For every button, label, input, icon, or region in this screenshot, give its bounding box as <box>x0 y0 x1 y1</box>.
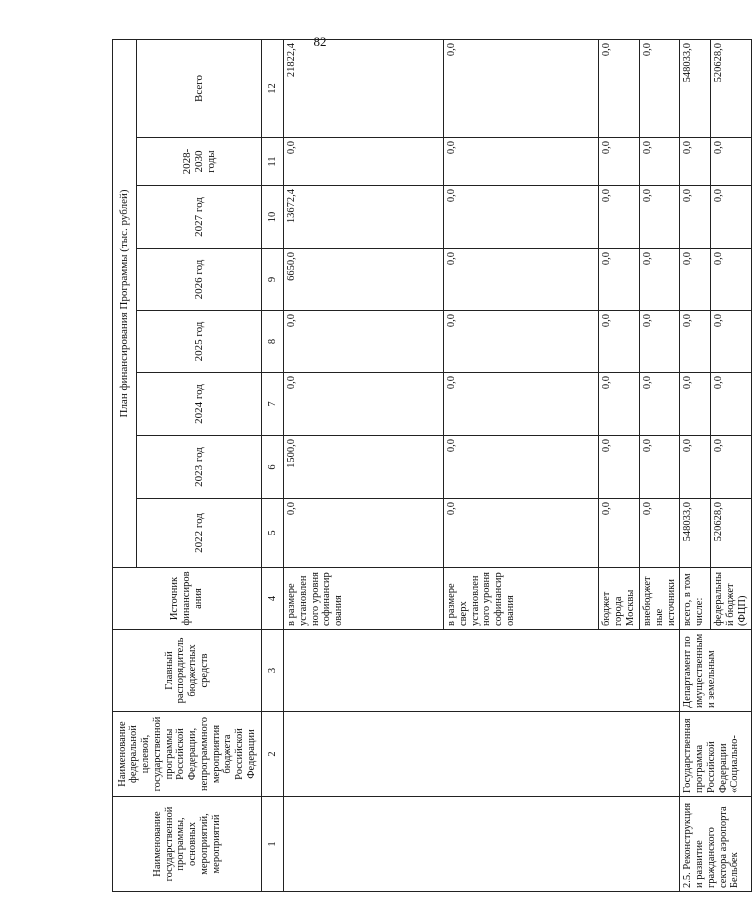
value-cell: 0,0 <box>711 138 751 186</box>
value-cell: 0,0 <box>680 373 711 436</box>
column-number: 5 <box>262 499 284 568</box>
value-cell: 0,0 <box>444 249 599 311</box>
value-cell: 0,0 <box>284 499 444 568</box>
value-cell: 0,0 <box>444 499 599 568</box>
header-col2: Наименование федеральной целевой, государственной программы Российской Федерации, непрограммного мероприятия бюджета Российской Федерации <box>113 712 262 797</box>
section-department: Департамент по имущественным и земельным <box>680 630 751 712</box>
value-cell: 0,0 <box>640 436 680 499</box>
value-cell: 0,0 <box>640 311 680 373</box>
value-cell: 0,0 <box>711 373 751 436</box>
column-number: 9 <box>262 249 284 311</box>
column-number: 12 <box>262 39 284 137</box>
value-cell: 0,0 <box>711 249 751 311</box>
value-cell: 520628,0 <box>711 39 751 137</box>
rotated-table-container <box>112 40 748 892</box>
funding-source: в размере установленного уровня софинансирования <box>284 568 444 630</box>
column-number: 1 <box>262 797 284 892</box>
column-number: 4 <box>262 568 284 630</box>
value-cell: 0,0 <box>444 186 599 249</box>
section-program: Государственная программа Российской Федерации «Социально- <box>680 712 751 797</box>
funding-source: бюджет города Москвы <box>599 568 640 630</box>
value-cell: 548033,0 <box>680 39 711 137</box>
value-cell: 0,0 <box>640 249 680 311</box>
value-cell: 0,0 <box>444 39 599 137</box>
column-number: 11 <box>262 138 284 186</box>
value-cell: 0,0 <box>711 186 751 249</box>
value-cell: 0,0 <box>599 311 640 373</box>
value-cell: 0,0 <box>599 249 640 311</box>
value-cell: 0,0 <box>599 373 640 436</box>
header-year: 2022 год <box>137 499 262 568</box>
value-cell: 6650,0 <box>284 249 444 311</box>
header-col3: Главный распорядитель бюджетных средств <box>113 630 262 712</box>
header-year: 2026 год <box>137 249 262 311</box>
header-year: 2025 год <box>137 311 262 373</box>
column-number: 3 <box>262 630 284 712</box>
header-col4: Источник финансирования <box>113 568 262 630</box>
value-cell: 0,0 <box>444 436 599 499</box>
empty-cell <box>284 712 680 797</box>
value-cell: 0,0 <box>284 311 444 373</box>
value-cell: 13672,4 <box>284 186 444 249</box>
funding-source: в размере сверх установленного уровня софинансирования <box>444 568 599 630</box>
value-cell: 0,0 <box>444 373 599 436</box>
value-cell: 0,0 <box>640 373 680 436</box>
header-year: 2023 год <box>137 436 262 499</box>
value-cell: 0,0 <box>444 311 599 373</box>
value-cell: 21822,4 <box>284 39 444 137</box>
value-cell: 0,0 <box>599 138 640 186</box>
value-cell: 0,0 <box>680 311 711 373</box>
header-year: 2027 год <box>137 186 262 249</box>
value-cell: 0,0 <box>640 499 680 568</box>
funding-source: федеральный бюджет (ФЦП) <box>711 568 751 630</box>
value-cell: 0,0 <box>680 138 711 186</box>
value-cell: 0,0 <box>599 39 640 137</box>
value-cell: 0,0 <box>599 499 640 568</box>
value-cell: 0,0 <box>640 186 680 249</box>
page-number: 82 <box>313 34 327 49</box>
value-cell: 0,0 <box>640 39 680 137</box>
empty-cell <box>284 797 680 892</box>
value-cell: 0,0 <box>284 373 444 436</box>
value-cell: 0,0 <box>680 249 711 311</box>
value-cell: 0,0 <box>599 186 640 249</box>
column-number: 10 <box>262 186 284 249</box>
value-cell: 0,0 <box>599 436 640 499</box>
column-number: 7 <box>262 373 284 436</box>
value-cell: 0,0 <box>680 186 711 249</box>
header-year: 2024 год <box>137 373 262 436</box>
value-cell: 548033,0 <box>680 499 711 568</box>
financing-table <box>112 39 752 892</box>
funding-source: внебюджетные источники <box>640 568 680 630</box>
value-cell: 1500,0 <box>284 436 444 499</box>
value-cell: 0,0 <box>284 138 444 186</box>
value-cell: 0,0 <box>711 436 751 499</box>
column-number: 6 <box>262 436 284 499</box>
column-number: 8 <box>262 311 284 373</box>
value-cell: 0,0 <box>711 311 751 373</box>
header-col1: Наименование государственной программы, основных мероприятий, мероприятий <box>113 797 262 892</box>
column-number: 2 <box>262 712 284 797</box>
value-cell: 520628,0 <box>711 499 751 568</box>
header-year: Всего <box>137 39 262 137</box>
value-cell: 0,0 <box>640 138 680 186</box>
empty-cell <box>284 630 680 712</box>
value-cell: 0,0 <box>444 138 599 186</box>
header-plan: План финансирования Программы (тыс. рублей) <box>113 39 137 567</box>
funding-source: всего, в том числе: <box>680 568 711 630</box>
header-year: 2028-2030 годы <box>137 138 262 186</box>
value-cell: 0,0 <box>680 436 711 499</box>
section-title: 2.5. Реконструкция и развитие гражданского сектора аэропорта Бельбек <box>680 797 751 892</box>
